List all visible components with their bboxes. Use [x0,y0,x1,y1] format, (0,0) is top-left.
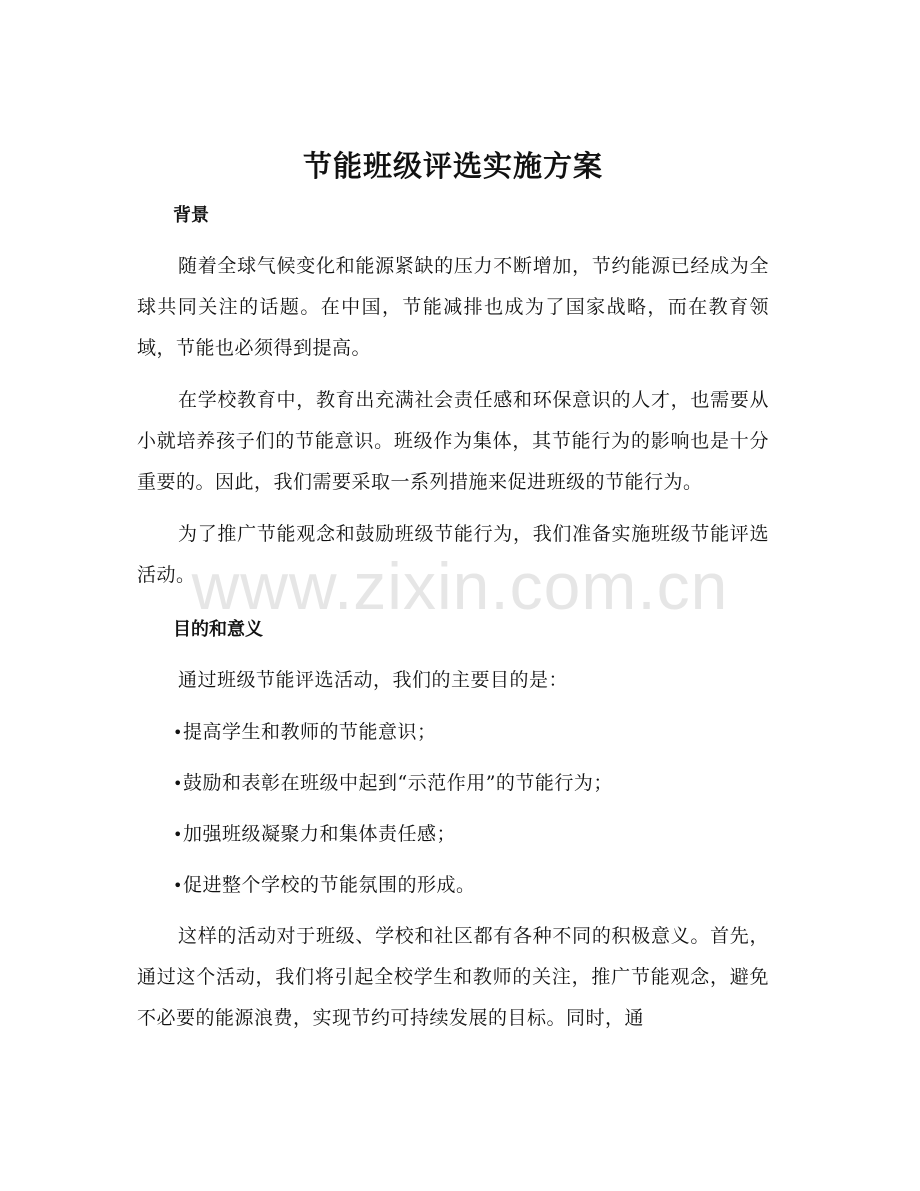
bullet-dot-icon: • [173,723,183,742]
bullet-dot-icon: • [173,876,183,895]
section-heading: 目的和意义 [173,619,263,640]
section-purpose [137,612,769,1039]
bullet-text: 加强班级凝聚力和集体责任感； [183,823,457,845]
section-heading: 背景 [173,205,209,226]
paragraph: 通过班级节能评选活动，我们的主要目的是： [178,669,569,691]
document-body [137,140,769,1050]
paragraph: 在学校教育中，教育出充满社会责任感和环保意识的人才，也需要从小就培养孩子们的节能意识。班级作为集体，其节能行为的影响也是十分重要的。因此，我们需要采取一系列措施来促进班级的节能行为。 [137,389,769,493]
bullet-item [173,712,769,753]
bullet-item [173,814,769,855]
bullet-text: 促进整个学校的节能氛围的形成。 [183,874,476,896]
bullet-item [173,865,769,906]
paragraph: 这样的活动对于班级、学校和社区都有各种不同的积极意义。首先，通过这个活动，我们将引起全校学生和教师的关注，推广节能观念，避免不必要的能源浪费，实现节约可持续发展的目标。同时，通 [137,925,769,1029]
bullet-dot-icon: • [173,825,183,844]
bullet-dot-icon: • [173,774,183,793]
watermark: www.zixin.com.cn [191,549,729,623]
bullet-text: 提高学生和教师的节能意识； [183,721,437,743]
bullet-text: 鼓励和表彰在班级中起到“示范作用”的节能行为； [183,772,613,794]
section-background [137,198,769,596]
bullet-item [173,763,769,804]
document-title: 节能班级评选实施方案 [302,149,603,183]
paragraph: 为了推广节能观念和鼓励班级节能行为，我们准备实施班级节能评选活动。 [137,523,769,586]
paragraph: 随着全球气候变化和能源紧缺的压力不断增加，节约能源已经成为全球共同关注的话题。在中国，节能减排也成为了国家战略，而在教育领域，节能也必须得到提高。 [137,255,769,359]
